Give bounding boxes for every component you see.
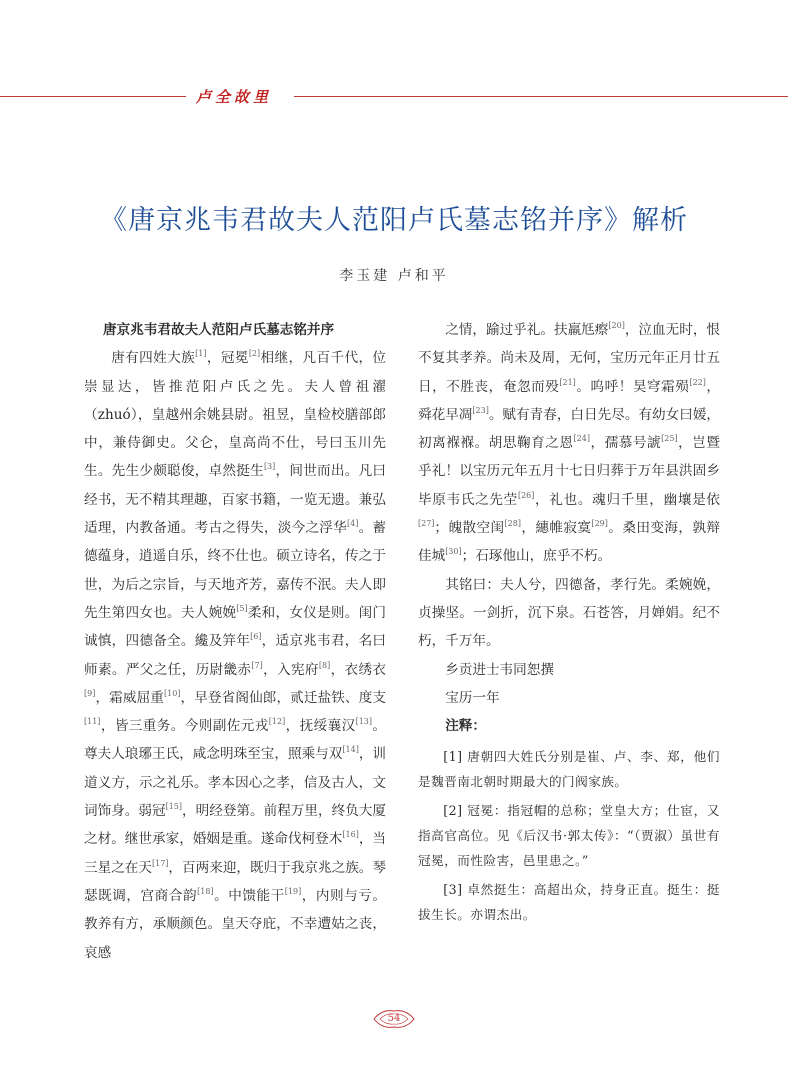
epitaph-text-part1: 唐有四姓大族[1]，冠冕[2]相继，凡百千代，位崇显达，皆推范阳卢氏之先。夫人曾祖濯（zhuó），皇越州余姚县尉。祖昱，皇检校膳部郎中，兼侍御史。父仑，皇高尚不仕，号曰玉川先生。先生少颇聪俊，卓然挺生[3]，间世而出。凡曰经书，无不精其理趣，百家书籍，一览无遗。兼弘适理，内教备通。考古之得失，淡今之浮华[4]。蓄德蕴身，逍遥自乐，终不仕也。硕立诗名，传之于世，为后之宗旨，与天地齐芳，嘉传不泯。夫人即先生第四女也。夫人婉娩[5]柔和，女仪是则。闺门诚慎，四德备全。纔及笄年[6]，适京兆韦君，名曰师素。严父之任，历尉畿赤[7]，入宪府[8]，衣绣衣[9]，霜威屈重[10]，早登省阁仙郎，贰迁盐铁、度支[11]，皆三重务。今则副佐元戎[12]，抚绥襄汉[13]。尊夫人琅琊王氏，咸念明珠至宝，照乘与双[14]，训道义方，示之礼乐。孝本因心之孝，信及古人，文词饰身。弱冠[15]，明经登第。前程万里，终负大厦之材。继世承家，婚姻是重。遂命伐柯登木[16]，当三星之在天[17]，百两来迎，既归于我京兆之族。琴瑟既调，宫商合韵[18]。中馈能干[19]，内则与亏。教养有方，承顺颜色。皇天夺庇，不幸遭姑之丧，哀感 xyxy=(84,349,387,961)
page-number: 54 xyxy=(387,1013,401,1024)
epitaph-subtitle: 唐京兆韦君故夫人范阳卢氏墓志铭并序 xyxy=(103,322,335,338)
epitaph-text-part2: 之情，踰过乎礼。扶羸尪瘵[20]，泣血无时，恨不复其孝养。尚未及周，无何，宝历元年正月廿五日，不胜丧，奄忽而殁[21]。呜呼！昊穹霜殒[22]，舜花早凋[23]。赋有青春，白日先尽。有幼女曰媛，初离褓褓。胡思鞠育之恩[24]，孺慕号諕[25]，岂暨乎礼！以宝历元年五月十七日归葬于万年县洪固乡毕原韦氏之先茔[26]，礼也。魂归千里，幽壤是依[27]；魄散空闺[28]，繐帷寂寞[29]。桑田变海，孰辩佳城[30]；石琢他山，庶乎不朽。 xyxy=(418,321,721,565)
note-item: [3] 卓然挺生：高超出众，持身正直。挺生：挺拔生长。亦谓杰出。 xyxy=(418,882,720,923)
header-rule-right xyxy=(294,96,788,97)
inscription-verse: 其铭曰：夫人兮，四德备，孝行先。柔婉娩，贞操坚。一剑折，沉下泉。石苍答，月婵娟。纪不朽，千万年。 xyxy=(418,576,720,650)
note-item: [1] 唐朝四大姓氏分别是崔、卢、李、郑，他们是魏晋南北朝时期最大的门阀家族。 xyxy=(418,749,720,790)
header-rule-left xyxy=(0,96,186,97)
notes-label: 注释： xyxy=(445,718,486,735)
notes-list xyxy=(418,744,720,927)
author-line: 乡贡进士韦同恕撰 xyxy=(445,661,554,678)
section-title: 卢全故里 xyxy=(196,88,273,106)
right-column xyxy=(418,316,720,927)
article-title: 《唐京兆韦君故夫人范阳卢氏墓志铭并序》解析 xyxy=(100,205,688,236)
left-column xyxy=(84,316,386,967)
date-line: 宝历一年 xyxy=(445,689,500,706)
note-item: [2] 冠冕：指冠帽的总称；堂皇大方；仕宦，又指高官高位。见《后汉书·郭太传》：“（贾淑）虽世有冠冕，而性险害，邑里患之。” xyxy=(418,803,720,869)
article-authors: 李玉建 卢和平 xyxy=(339,268,449,284)
